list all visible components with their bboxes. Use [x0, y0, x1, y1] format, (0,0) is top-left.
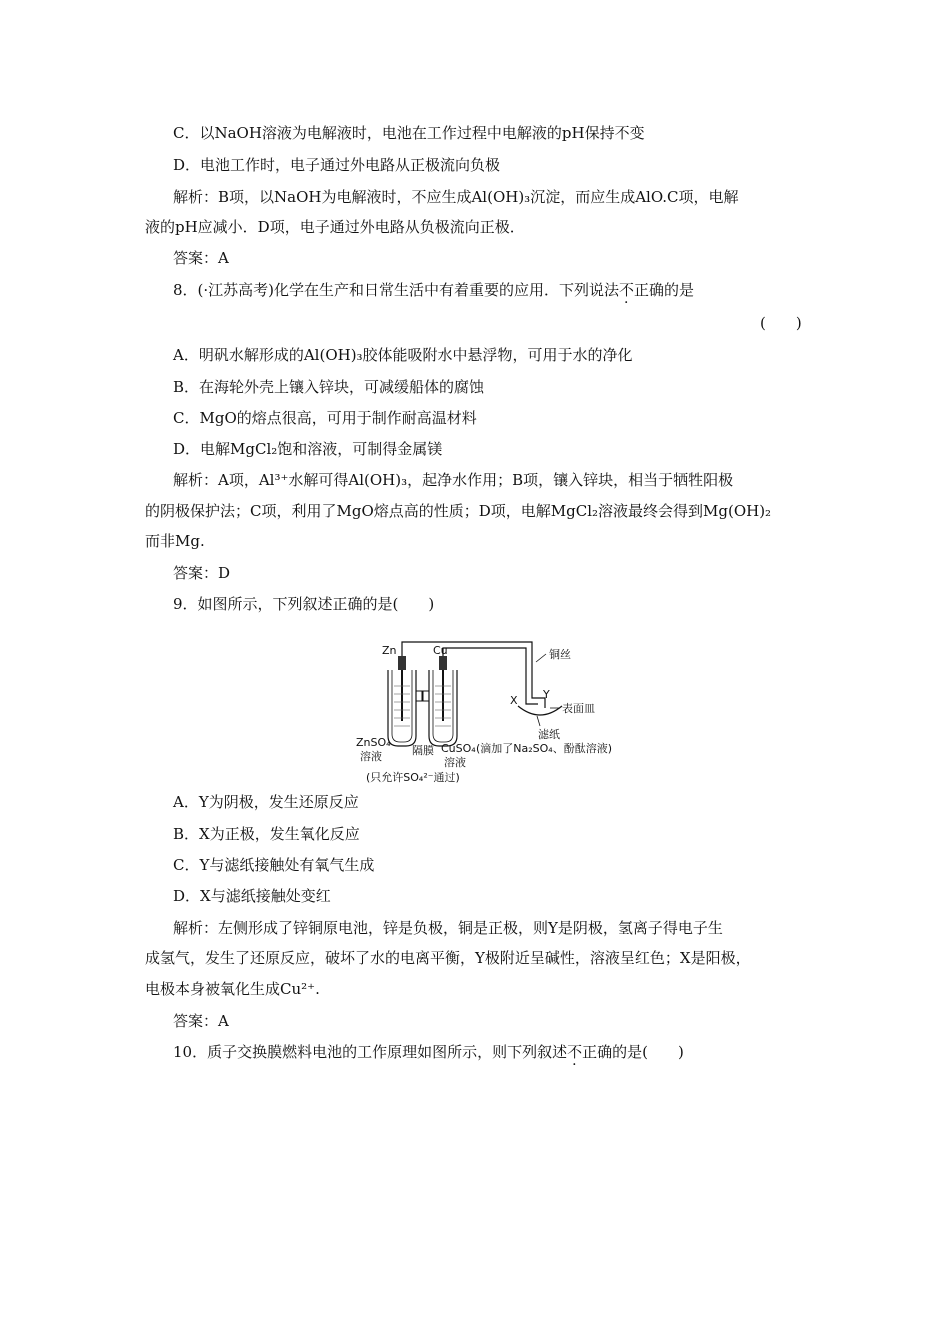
- question-8-text-b: 正确的是: [634, 281, 695, 299]
- electrochemistry-figure: [340, 636, 640, 788]
- copper-wire-label: 铜丝: [549, 648, 571, 661]
- q9-analysis-1: 解析：左侧形成了锌铜原电池，锌是负极，铜是正极，则Y是阴极，氢离子得电子生: [173, 919, 723, 937]
- q8-answer: 答案：D: [173, 564, 231, 582]
- znso4-solution-label: 溶液: [360, 750, 382, 763]
- answer-line: 答案：A: [173, 249, 229, 267]
- watch-glass-label: 表面皿: [562, 702, 595, 715]
- option-c-line: C．以NaOH溶液为电解液时，电池在工作过程中电解液的pH保持不变: [173, 124, 645, 142]
- question-10: [173, 1042, 684, 1062]
- q9-option-c: C．Y与滤纸接触处有氧气生成: [173, 856, 375, 874]
- q9-analysis-3: 电极本身被氧化生成Cu²⁺.: [145, 980, 320, 998]
- question-8-text-a: 8．(·江苏高考)化学在生产和日常生活中有着重要的应用．下列说法: [173, 281, 620, 299]
- question-8-blank: ( ): [760, 314, 802, 332]
- q8-option-b: B．在海轮外壳上镶入锌块，可减缓船体的腐蚀: [173, 378, 485, 396]
- q8-analysis-3: 而非Mg.: [145, 532, 205, 550]
- q9-answer: 答案：A: [173, 1012, 229, 1030]
- q8-option-a: A．明矾水解形成的Al(OH)₃胶体能吸附水中悬浮物，可用于水的净化: [173, 346, 633, 364]
- question-8: [173, 280, 694, 300]
- option-d-line: D．电池工作时，电子通过外电路从正极流向负极: [173, 156, 501, 174]
- question-9: 9．如图所示，下列叙述正确的是( ): [173, 595, 435, 613]
- emphasis-mark: 不: [567, 1043, 583, 1061]
- analysis-line-1: 解析：B项，以NaOH为电解液时，不应生成Al(OH)₃沉淀，而应生成AlO.C项，电解: [173, 188, 739, 206]
- question-10-text-b: 正确的是( ): [582, 1043, 684, 1061]
- q8-analysis-2: 的阴极保护法；C项，利用了MgO熔点高的性质；D项，电解MgCl₂溶液最终会得到Mg(OH)₂: [145, 502, 772, 520]
- question-10-text-a: 10．质子交换膜燃料电池的工作原理如图所示，则下列叙述: [173, 1043, 568, 1061]
- filter-note-label: (滴加了Na₂SO₄、酚酞溶液): [476, 742, 613, 755]
- q9-analysis-2: 成氢气，发生了还原反应，破坏了水的电离平衡，Y极附近呈碱性，溶液呈红色；X是阳极，: [145, 949, 751, 967]
- znso4-label: ZnSO₄: [356, 736, 391, 749]
- q9-option-a: A．Y为阴极，发生还原反应: [173, 793, 359, 811]
- q9-option-d: D．X与滤纸接触处变红: [173, 887, 331, 905]
- cu-label: Cu: [433, 644, 448, 657]
- membrane-note-label: (只允许SO₄²⁻通过): [366, 771, 460, 784]
- q8-option-c: C．MgO的熔点很高，可用于制作耐高温材料: [173, 409, 477, 427]
- q8-option-d: D．电解MgCl₂饱和溶液，可制得金属镁: [173, 440, 443, 458]
- cuso4-solution-label: 溶液: [444, 756, 466, 769]
- emphasis-mark: 不: [619, 281, 635, 299]
- q9-option-b: B．X为正极，发生氧化反应: [173, 825, 360, 843]
- zn-label: Zn: [382, 644, 397, 657]
- analysis-line-2: 液的pH应减小．D项，电子通过外电路从负极流向正极．: [145, 218, 525, 236]
- membrane-label: 隔膜: [412, 744, 434, 757]
- cuso4-label: CuSO₄: [441, 742, 476, 755]
- x-label: X: [510, 694, 518, 707]
- filter-paper-label: 滤纸: [538, 728, 560, 741]
- q8-analysis-1: 解析：A项，Al³⁺水解可得Al(OH)₃，起净水作用；B项，镶入锌块，相当于牺牲阳极: [173, 471, 734, 489]
- y-label: Y: [543, 688, 550, 701]
